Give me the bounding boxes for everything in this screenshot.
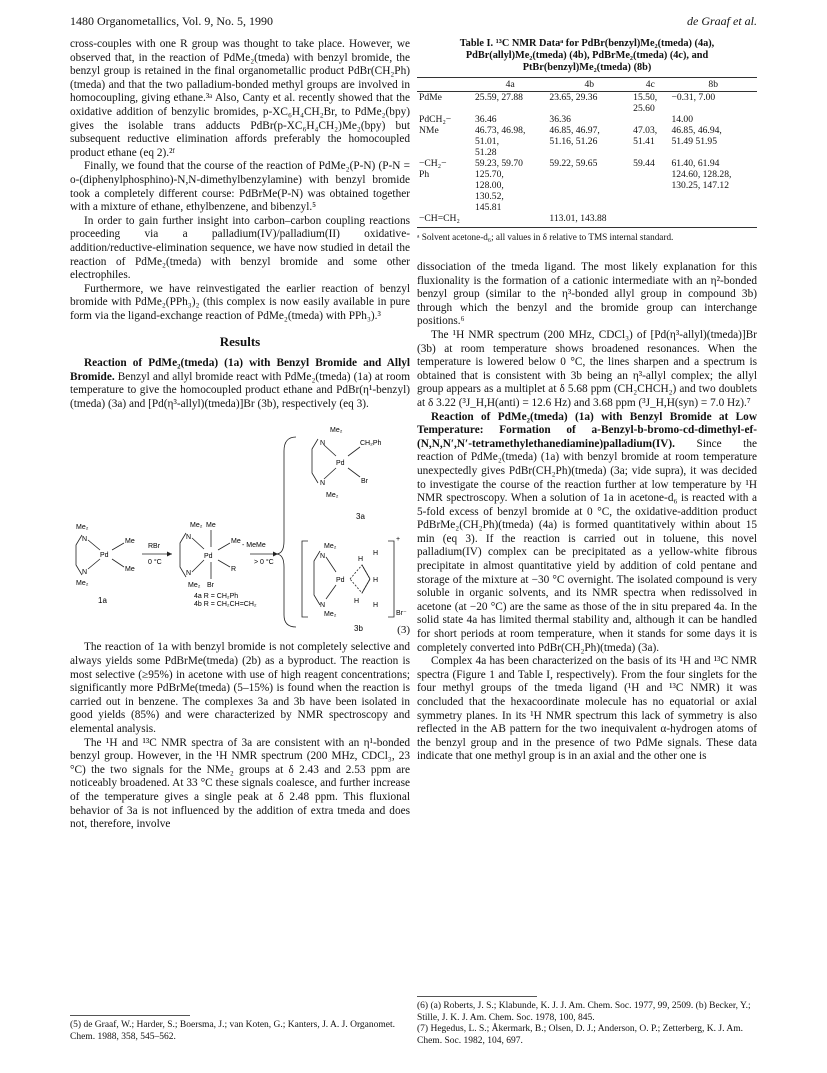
- running-header: [70, 14, 757, 32]
- table-cell: PdCH₂− NMe: [419, 114, 452, 136]
- atom-label: R: [231, 566, 237, 574]
- paragraph: dissociation of the tmeda ligand. The most likely explanation for this fluxionality is the formation of a cationic intermediate with an η²-bonded benzyl group (similar to the η³-bonded allyl group in compound 3b) through which the benzyl and the bromide group can interchange positions.⁶: [417, 261, 757, 328]
- charge-label: +: [396, 536, 401, 544]
- compound-label-4b: 4b R = CH₂CH=CH₂: [194, 601, 257, 609]
- table-cell: −0.31, 7.00: [671, 92, 716, 103]
- paragraph: In order to gain further insight into carbon–carbon coupling reactions proceeding via a palladium(IV)/palladium(II) oxidative-addition/reductive-elimination sequence, we have now studied in detail the reaction of PdMe₂(tmeda) with benzyl bromide and some other electrophiles.: [70, 214, 410, 282]
- atom-label: N: [320, 553, 326, 561]
- table-cell: 36.46 46.73, 46.98, 51.01, 51.28: [475, 114, 526, 158]
- table-header-cell: [417, 78, 473, 92]
- reaction-scheme: [70, 417, 410, 637]
- nmr-table: [417, 77, 757, 228]
- byproduct-label: - MeMe: [242, 542, 266, 550]
- table-cell: 59.44: [633, 158, 655, 169]
- table-row: [417, 114, 757, 158]
- atom-label: CH₂Ph: [360, 440, 382, 448]
- atom-label: Me₂: [188, 582, 201, 590]
- paragraph: Finally, we found that the course of the reaction of PdMe₂(P-N) (P-N = o-(diphenylphosphino)-N,N-dimethylbenzylamine) with benzyl bromide took a completely different course: PdBrMe(P-N) was obtained together with a mixture of ethane, ethylbenzene, and bibenzyl.⁵: [70, 160, 410, 214]
- table-cell: PdMe: [419, 92, 442, 103]
- atom-label: Br: [207, 582, 214, 590]
- atom-label: Me₂: [190, 522, 203, 530]
- temperature-label: > 0 °C: [254, 559, 274, 567]
- atom-label: Me₂: [330, 427, 343, 435]
- atom-label: Me: [206, 522, 216, 530]
- table-cell: 36.36 46.85, 46.97, 51.16, 51.26: [549, 114, 600, 147]
- atom-label: Me: [231, 538, 241, 546]
- atom-label: Me₂: [324, 611, 337, 619]
- table-header-cell: 4c: [631, 78, 669, 92]
- table-cell: [473, 213, 547, 228]
- atom-label: Br: [361, 478, 368, 486]
- paragraph: The reaction of 1a with benzyl bromide is not completely selective and always yields some PdBrMe(tmeda) (2b) as a byproduct. The reaction is most selective (≥95%) in acetone with use of high reagent concentrations; significantly more PdBrMe(tmeda) (5–15%) is found when the reaction is carried out in benzene. The complexes 3a and 3b have been isolated in good yields (85%) and were characterized by NMR spectroscopy and elemental analysis.: [70, 641, 410, 735]
- atom-label: Me: [125, 538, 135, 546]
- paragraph: The ¹H NMR spectrum (200 MHz, CDCl₃) of [Pd(η³-allyl)(tmeda)]Br (3b) at room temperature shows broadened resonances. When the temperature is lowered below 0 °C, the lines sharpen and a spectrum is obtained that is consistent with 3b being an η³-allyl complex; the allyl group appears as a multiplet at δ 5.68 ppm (CH₂CHCH₂) and two doublets at δ 3.22 (³J_H,H(anti) = 12.6 Hz) and 3.68 ppm (³J_H,H(syn) = 7.0 Hz).⁷: [417, 328, 757, 409]
- table-cell: [631, 213, 669, 228]
- reagent-label: RBr: [148, 543, 161, 551]
- table-cell: 59.22, 59.65: [549, 158, 598, 169]
- compound-label: 3b: [354, 624, 363, 634]
- table-header-row: [417, 78, 757, 92]
- table-cell: 15.50, 25.60: [633, 92, 658, 114]
- product-brace: [276, 437, 296, 627]
- atom-label: H: [373, 602, 379, 610]
- header-right: de Graaf et al.: [687, 14, 757, 28]
- table-title: Table I. ¹³C NMR Dataᵃ for PdBr(benzyl)Me₂(tmeda) (4a), PdBr(allyl)Me₂(tmeda) (4b), PdBrMe₂(tmeda) (4c), and PtBr(benzyl)Me₂(tmeda) (8b): [459, 38, 715, 73]
- table-cell: −CH=CH₂: [417, 213, 473, 228]
- table-cell: 23.65, 29.36: [549, 92, 598, 103]
- left-column: [70, 38, 410, 832]
- footnote: (6) (a) Roberts, J. S.; Klabunde, K. J. J. Am. Chem. Soc. 1977, 99, 2509. (b) Becker, Y.; Stille, J. K. J. Am. Chem. Soc. 1978, 100, 845.: [417, 1001, 751, 1023]
- table-row: [417, 92, 757, 115]
- table-header-cell: 8b: [669, 78, 757, 92]
- atom-label: Me₂: [324, 543, 337, 551]
- subsection-heading: Reaction of PdMe₂(tmeda) (1a) with Benzyl Bromide and Allyl Bromide.: [70, 357, 410, 383]
- atom-label: N: [82, 569, 88, 577]
- table-cell: 61.40, 61.94 124.60, 128.28, 130.25, 147.12: [671, 158, 732, 191]
- atom-label: Pd: [100, 552, 109, 560]
- atom-label: Me₂: [76, 524, 89, 532]
- table-header-cell: 4a: [473, 78, 547, 92]
- paragraph: Complex 4a has been characterized on the basis of its ¹H and ¹³C NMR spectra (Figure 1 and Table I, respectively). From the four singlets for the four methyl groups of the tmeda ligand (¹H and ¹³C NMR) it was concluded that the hexacoordinate molecule has no equatorial or axial symmetry planes. In its ¹H NMR spectrum this lack of symmetry is also reflected in the AB pattern for the two inequivalent α-hydrogen atoms of the benzyl group and in the presence of two PdMe signals. These data indicate that one methyl group is in an axial and the other one is: [417, 655, 757, 763]
- atom-label: H: [373, 577, 379, 585]
- compound-label: 1a: [98, 596, 107, 606]
- table-cell: 14.00 46.85, 46.94, 51.49 51.95: [671, 114, 722, 147]
- table-cell: 113.01, 143.88: [547, 213, 631, 228]
- table-row: [417, 213, 757, 228]
- atom-label: N: [186, 570, 192, 578]
- atom-label: Me₂: [76, 580, 89, 588]
- table-cell: [669, 213, 757, 228]
- scheme-drawing: [70, 417, 410, 637]
- atom-label: H: [354, 598, 360, 606]
- paragraph: Furthermore, we have reinvestigated the earlier reaction of benzyl bromide with PdMe₂(PPh₃)₂ (this complex is now easily available in pure form via the ligand-exchange reaction of PdMe₂(tmeda) with PPh₃).³: [70, 282, 410, 322]
- reaction-arrow-2: [242, 542, 278, 566]
- atom-label: Pd: [336, 460, 345, 468]
- paragraph: [70, 357, 410, 411]
- footnote: (5) de Graaf, W.; Harder, S.; Boersma, J.; van Koten, G.; Kanters, J. A. J. Organomet. Chem. 1988, 358, 545–562.: [70, 1020, 396, 1042]
- compound-1a: [76, 524, 135, 605]
- atom-label: Pd: [204, 553, 213, 561]
- compound-label-4a: 4a R = CH₂Ph: [194, 593, 239, 601]
- atom-label: Pd: [336, 577, 345, 585]
- atom-label: N: [320, 440, 326, 448]
- atom-label: N: [320, 602, 326, 610]
- footnote-rule: [70, 1015, 190, 1016]
- atom-label: Me₂: [326, 492, 339, 500]
- counterion-label: Br⁻: [396, 610, 407, 618]
- table-cell: −CH₂− Ph: [419, 158, 447, 180]
- compound-4: [180, 522, 257, 608]
- paragraph: cross-couples with one R group was thought to take place. However, we observed that, in the reaction of PdMe₂(tmeda) with benzyl bromide, the benzyl group is retained in the final organometallic product PdBr(CH₂Ph)(tmeda) and that the two palladium-bonded methyl groups are involved in homocoupling, giving ethane.³ᵃ Also, Canty et al. recently showed that the oxidative addition of benzylic bromides, p-XC₆H₄CH₂Br, to PdMe₂(bpy) gives the isolable trans adducts PdBr(p-XC₆H₄CH₂)Me₂(bpy) but subsequent reductive elimination affords preferably the homocoupled product ethane (eq 2).²ᶠ: [70, 38, 410, 159]
- paragraph-text: Benzyl and allyl bromide react with PdMe₂(tmeda) (1a) at room temperature to give the homocoupled product ethane and PdBr(η¹-benzyl)(tmeda) (3a) and [Pd(η³-allyl)(tmeda)]Br (3b), respectively (eq 3).: [70, 370, 410, 410]
- compound-3a: [312, 427, 381, 521]
- equation-number: (3): [397, 623, 410, 636]
- table-footnote: ᵃ Solvent acetone-d₆; all values in δ relative to TMS internal standard.: [417, 232, 674, 242]
- atom-label: N: [82, 536, 88, 544]
- subsection-heading: Reaction of PdMe₂(tmeda) (1a) with Benzyl Bromide at Low Temperature: Formation of a-Benzyl-b-bromo-cd-dimethyl-ef-(N,N,N′,N′-tetramethylethanediamine)palladium(IV).: [417, 410, 757, 450]
- table-header-cell: 4b: [547, 78, 631, 92]
- table-row: [417, 158, 757, 213]
- header-left: 1480 Organometallics, Vol. 9, No. 5, 1990: [70, 14, 273, 28]
- table-cell: 47.03, 51.41: [633, 125, 658, 147]
- atom-label: N: [320, 480, 326, 488]
- section-heading: Results: [219, 334, 261, 350]
- paragraph: The ¹H and ¹³C NMR spectra of 3a are consistent with an η¹-bonded benzyl group. However, in the ¹H NMR spectrum (200 MHz, CDCl₃, 23 °C) the two signals for the NMe₂ groups at δ 2.43 and 2.53 ppm are noticeably broadened. At 33 °C these signals coalesce, and further increase of the temperature gives a single peak at δ 2.48 ppm. This fluxional behavior of 3a is not influenced by the addition of extra tmeda and does not, therefore, involve: [70, 736, 410, 831]
- atom-label: H: [358, 556, 364, 564]
- compound-3b: [302, 536, 407, 633]
- table-cell: 25.59, 27.88: [475, 92, 523, 103]
- footnote-rule: [417, 996, 537, 997]
- atom-label: H: [373, 550, 379, 558]
- atom-label: N: [186, 534, 192, 542]
- atom-label: Me: [125, 566, 135, 574]
- temperature-label: 0 °C: [148, 559, 162, 567]
- compound-label: [194, 593, 238, 600]
- compound-label: 3a: [356, 512, 365, 522]
- table-cell: 59.23, 59.70 125.70, 128.00, 130.52, 145.81: [475, 158, 523, 213]
- footnote: (7) Hegedus, L. S.; Åkermark, B.; Olsen, D. J.; Anderson, O. P.; Zetterberg, K. J. Am. Chem. Soc. 1982, 104, 697.: [417, 1024, 743, 1046]
- paragraph-text: Since the reaction of PdMe₂(tmeda) (1a) with benzyl bromide at room temperature unexpectedly gives PdBr(CH₂Ph)(tmeda) (3a; vide supra), it was decided to investigate the course of the reaction further at low temperature by ¹H NMR spectroscopy. When a solution of 1a in acetone-d₆ is reacted with a 5-fold excess of benzyl bromide at 0 °C, the oxidative-addition product PdBrMe₂(CH₂Ph)(tmeda) (4a) is formed quantitatively within about 15 min (eq 3). If the reaction is carried out in toluene, this novel palladium(IV) complex can be precipitated as a yellow-white fibrous precipitate in almost quantitative yield by addition of cold pentane and storage of the mixture at −30 °C overnight. The isolated compound is very soluble in organic solvents, and its NMR spectra when redissolved in acetone (at −20 °C) are the same as those of the in situ prepared 4a. In the solid state 4a has limited thermal stability and, although it can be handled for short periods at room temperature, when it stands for some days it is completely converted into PdBr(CH₂Ph)(tmeda) (3a).: [417, 437, 757, 654]
- reaction-arrow-1: [142, 543, 172, 566]
- paragraph: [417, 411, 757, 656]
- right-column: [417, 38, 757, 764]
